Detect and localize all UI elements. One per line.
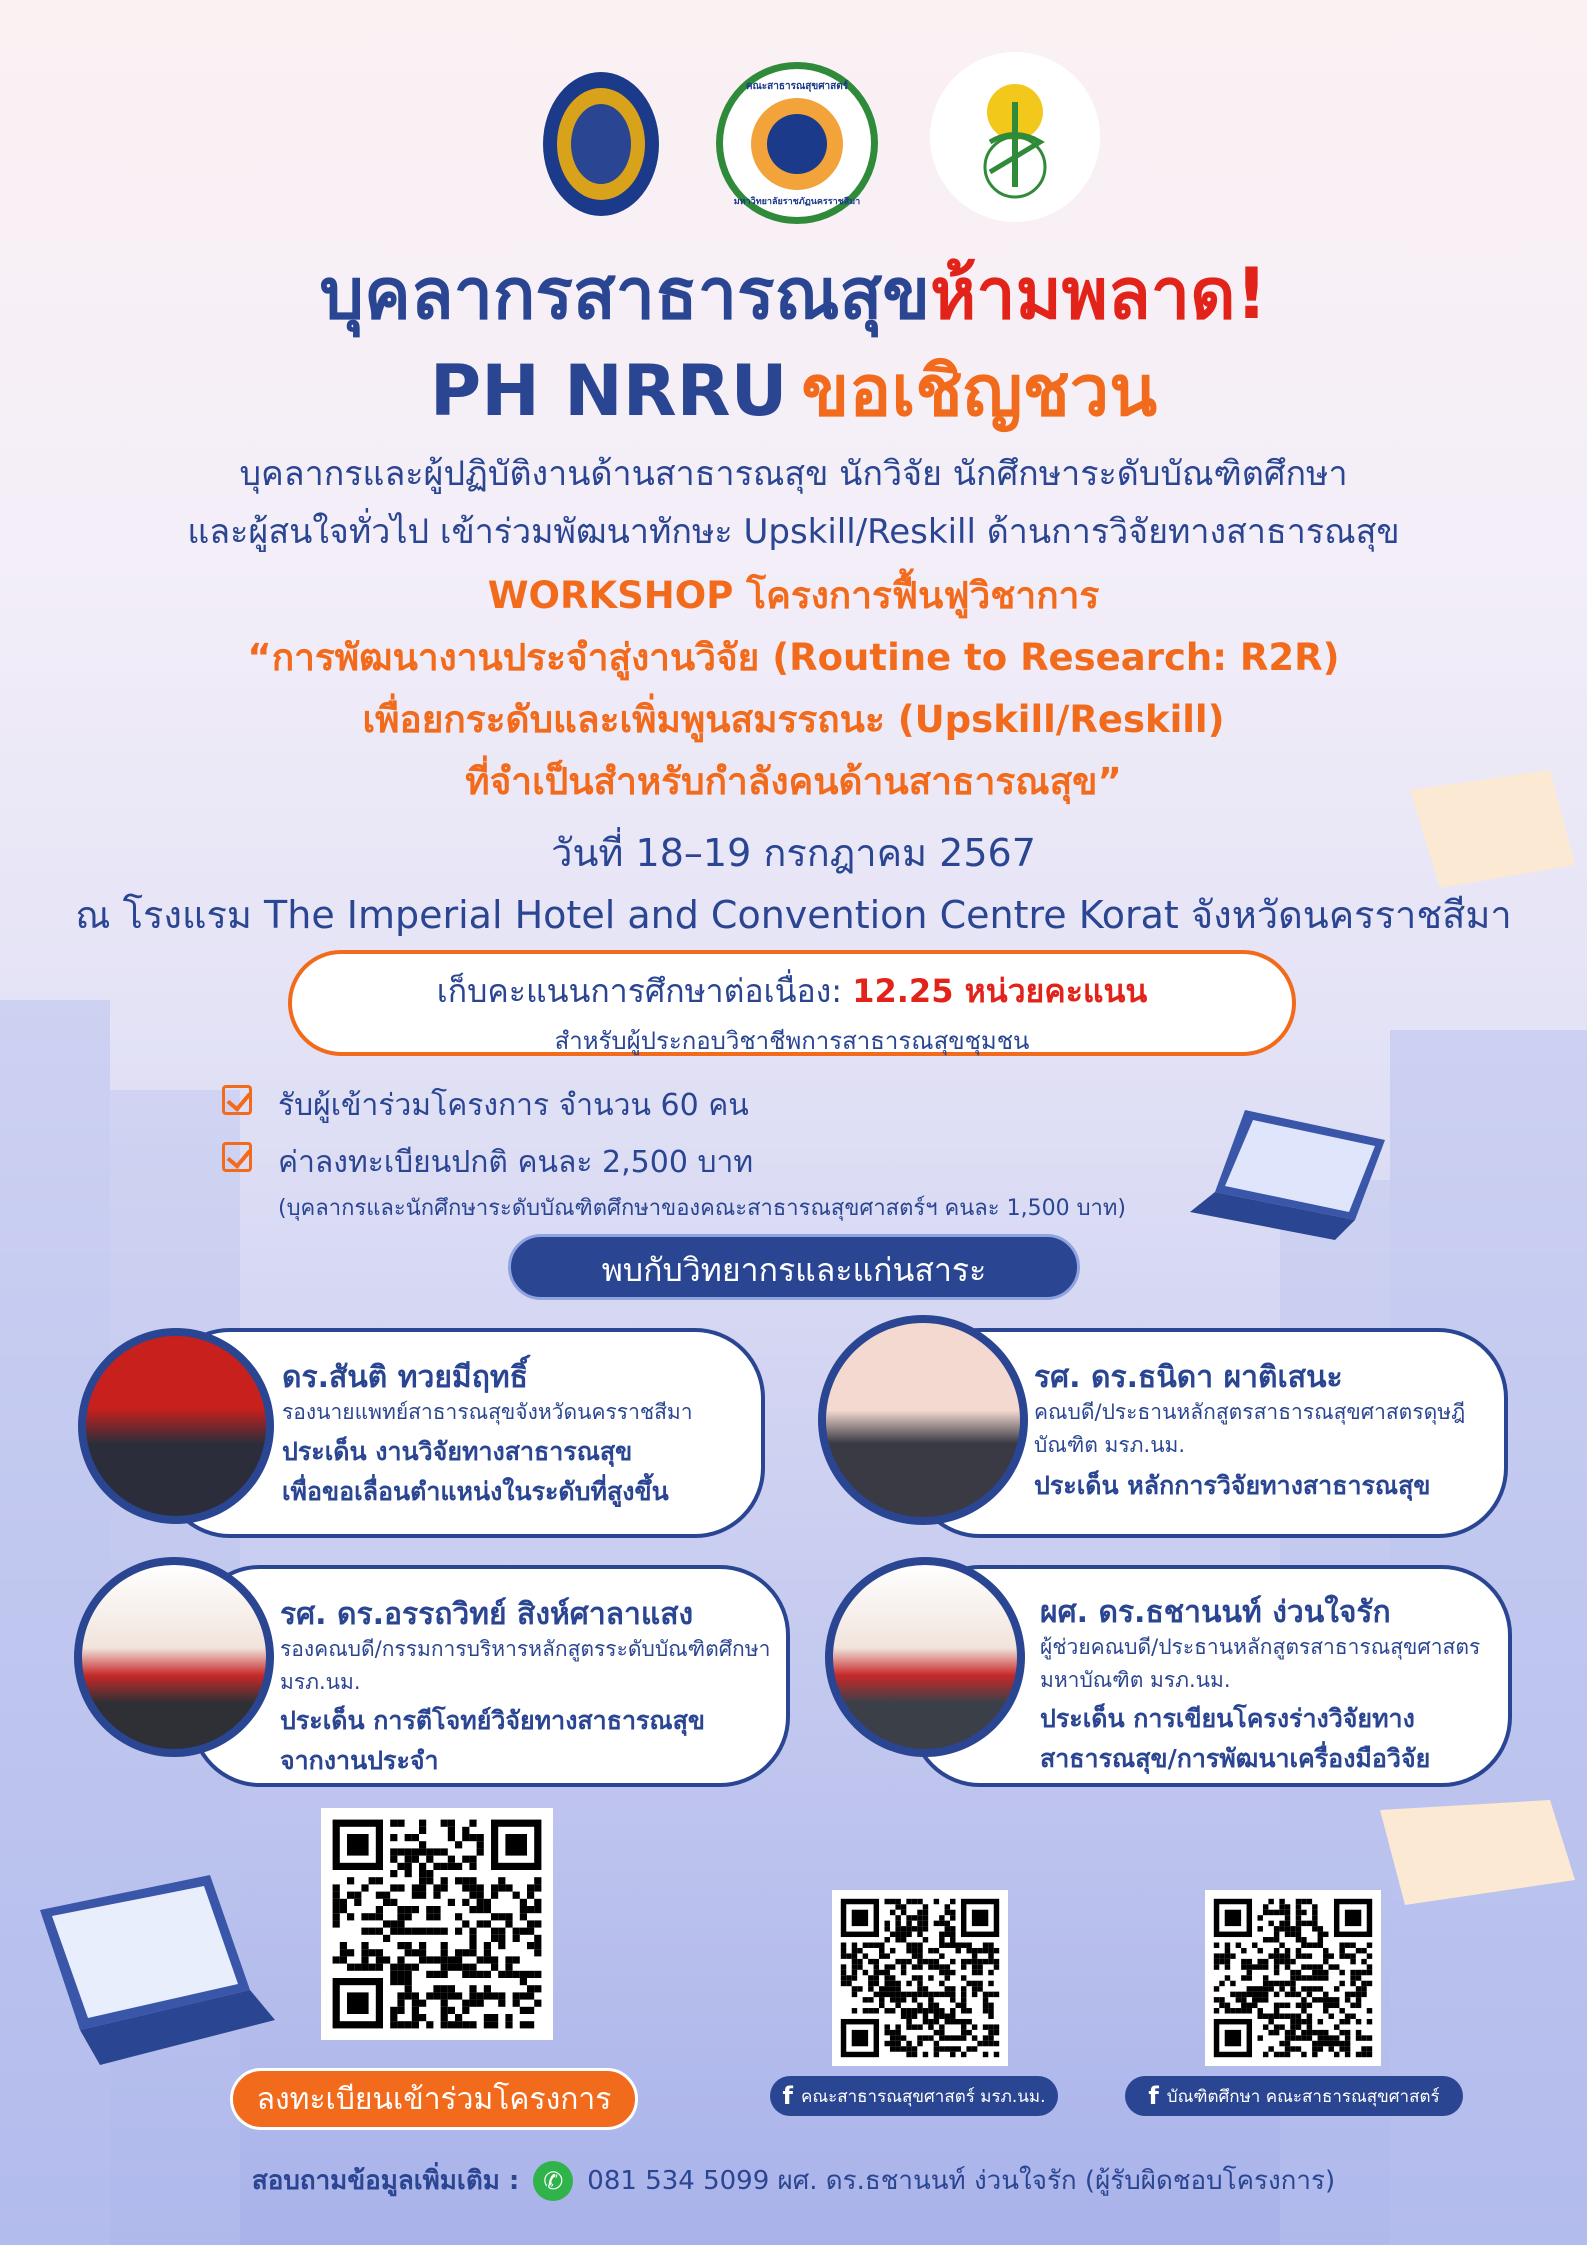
speaker-topic: เพื่อขอเลื่อนตำแหน่งในระดับที่สูงขึ้น [282, 1477, 669, 1506]
credit-line [292, 966, 1292, 1017]
council-community-public-health-icon [950, 72, 1080, 202]
headline-red: ห้ามพลาด! [930, 253, 1268, 335]
credit-box [288, 950, 1296, 1056]
speakers-banner: พบกับวิทยากรและแก่นสาระ [508, 1234, 1080, 1300]
credit-sub: สำหรับผู้ประกอบวิชาชีพการสาธารณสุขชุมชน [554, 1027, 1030, 1055]
intro-line2: และผู้สนใจทั่วไป เข้าร่วมพัฒนาทักษะ Upskill/Reskill ด้านการวิจัยทางสาธารณสุข [187, 512, 1400, 552]
qr-code-icon [832, 1890, 1008, 2066]
speaker-role: บัณฑิต มรภ.นม. [1034, 1433, 1186, 1457]
speaker-topic: ประเด็น งานวิจัยทางสาธารณสุข [282, 1437, 633, 1466]
detail-item2: ค่าลงทะเบียนปกติ คนละ 2,500 บาท [278, 1145, 754, 1180]
speaker-role: มหาบัณฑิต มรภ.นม. [1040, 1668, 1231, 1692]
facebook-icon: f [1148, 2082, 1159, 2110]
speaker-photo [826, 1323, 1020, 1517]
faculty-seal-top-text: คณะสาธารณสุขศาสตร์ [745, 80, 849, 92]
speaker-role: คณบดี/ประธานหลักสูตรสาธารณสุขศาสตรดุษฎี [1034, 1400, 1466, 1424]
speaker-card-3 [190, 1565, 790, 1787]
laptop-icon [1185, 1100, 1395, 1250]
speaker-topic: ประเด็น การเขียนโครงร่างวิจัยทาง [1040, 1704, 1415, 1733]
speaker-role: ผู้ช่วยคณบดี/ประธานหลักสูตรสาธารณสุขศาสตร [1040, 1635, 1481, 1659]
speaker-name: รศ. ดร.ธนิดา ผาติเสนะ [1034, 1360, 1343, 1395]
university-seal-logo [543, 72, 659, 216]
registration-qr-code[interactable] [321, 1808, 553, 2040]
laptop-icon [10, 1870, 280, 2070]
speaker-name: ผศ. ดร.ธชานนท์ ง่วนใจรัก [1040, 1595, 1391, 1630]
speaker-avatar [825, 1557, 1025, 1757]
workshop-line2: “การพัฒนางานประจำสู่งานวิจัย (Routine to Research: R2R) [247, 636, 1340, 679]
phone-icon: ✆ [533, 2161, 573, 2201]
speaker-name: รศ. ดร.อรรถวิทย์ สิงห์ศาลาแสง [280, 1597, 694, 1632]
register-button[interactable]: ลงทะเบียนเข้าร่วมโครงการ [230, 2068, 638, 2130]
speaker-role: รองนายแพทย์สาธารณสุขจังหวัดนครราชสีมา [282, 1400, 693, 1424]
facebook-page-name: บัณฑิตศึกษา คณะสาธารณสุขศาสตร์ [1166, 2086, 1440, 2107]
checkbox-icon [222, 1085, 252, 1115]
credit-label: เก็บคะแนนการศึกษาต่อเนื่อง: [436, 972, 853, 1010]
council-logo [930, 52, 1100, 222]
speaker-avatar [818, 1315, 1028, 1525]
credit-value: 12.25 หน่วยคะแนน [852, 972, 1148, 1010]
speaker-photo [833, 1565, 1017, 1749]
speaker-photo [86, 1336, 266, 1516]
event-date: วันที่ 18–19 กรกฎาคม 2567 [551, 831, 1036, 875]
speaker-role: รองคณบดี/กรรมการบริหารหลักสูตรระดับบัณฑิตศึกษา [280, 1637, 771, 1661]
headline-line1 [0, 238, 1587, 349]
paper-icon [1380, 1800, 1580, 1910]
speaker-topic: สาธารณสุข/การพัฒนาเครื่องมือวิจัย [1040, 1744, 1431, 1773]
speaker-topic: จากงานประจำ [280, 1746, 439, 1775]
facebook-qr-code-2[interactable] [1205, 1890, 1381, 2066]
checkbox-icon [222, 1142, 252, 1172]
workshop-line4: ที่จำเป็นสำหรับกำลังคนด้านสาธารณสุข” [465, 760, 1122, 803]
headline-blue-2: PH NRRU [429, 350, 788, 432]
speaker-photo [82, 1565, 266, 1749]
contact-text[interactable]: 081 534 5099 ผศ. ดร.ธชานนท์ ง่วนใจรัก (ผู้รับผิดชอบโครงการ) [587, 2166, 1336, 2196]
event-venue: ณ โรงแรม The Imperial Hotel and Convention Centre Korat จังหวัดนครราชสีมา [75, 893, 1512, 937]
facebook-page-link-2[interactable] [1125, 2076, 1463, 2116]
qr-code-icon [321, 1808, 553, 2040]
speaker-avatar [74, 1557, 274, 1757]
speaker-topic: ประเด็น หลักการวิจัยทางสาธารณสุข [1034, 1471, 1431, 1500]
workshop-line3: เพื่อยกระดับและเพิ่มพูนสมรรถนะ (Upskill/Reskill) [362, 698, 1225, 741]
headline-orange: ขอเชิญชวน [801, 350, 1158, 432]
faculty-public-health-seal-icon [767, 114, 827, 174]
facebook-page-link-1[interactable] [770, 2076, 1058, 2116]
faculty-seal-logo [716, 62, 878, 224]
qr-code-icon [1205, 1890, 1381, 2066]
speaker-name: ดร.สันติ ทวยมีฤทธิ์ [282, 1360, 528, 1395]
faculty-seal-bottom-text: มหาวิทยาลัยราชภัฏนครราชสีมา [733, 196, 861, 207]
detail-item1: รับผู้เข้าร่วมโครงการ จำนวน 60 คน [278, 1088, 749, 1123]
contact-label: สอบถามข้อมูลเพิ่มเติม : [251, 2166, 520, 2196]
headline-blue-1: บุคลากรสาธารณสุข [319, 253, 931, 335]
facebook-icon: f [782, 2082, 793, 2110]
contact-line [0, 2160, 1587, 2201]
speaker-role: มรภ.นม. [280, 1670, 361, 1694]
speaker-avatar [78, 1328, 274, 1524]
headline-line2 [0, 335, 1587, 446]
intro-line1: บุคลากรและผู้ปฏิบัติงานด้านสาธารณสุข นักวิจัย นักศึกษาระดับบัณฑิตศึกษา [239, 454, 1348, 494]
workshop-line1: WORKSHOP โครงการฟื้นฟูวิชาการ [487, 574, 1100, 617]
detail-item2-note: (บุคลากรและนักศึกษาระดับบัณฑิตศึกษาของคณะสาธารณสุขศาสตร์ฯ คนละ 1,500 บาท) [278, 1196, 1126, 1221]
university-seal-icon [571, 104, 631, 184]
facebook-qr-code-1[interactable] [832, 1890, 1008, 2066]
facebook-page-name: คณะสาธารณสุขศาสตร์ มรภ.นม. [800, 2086, 1046, 2107]
speaker-topic: ประเด็น การตีโจทย์วิจัยทางสาธารณสุข [280, 1706, 705, 1735]
